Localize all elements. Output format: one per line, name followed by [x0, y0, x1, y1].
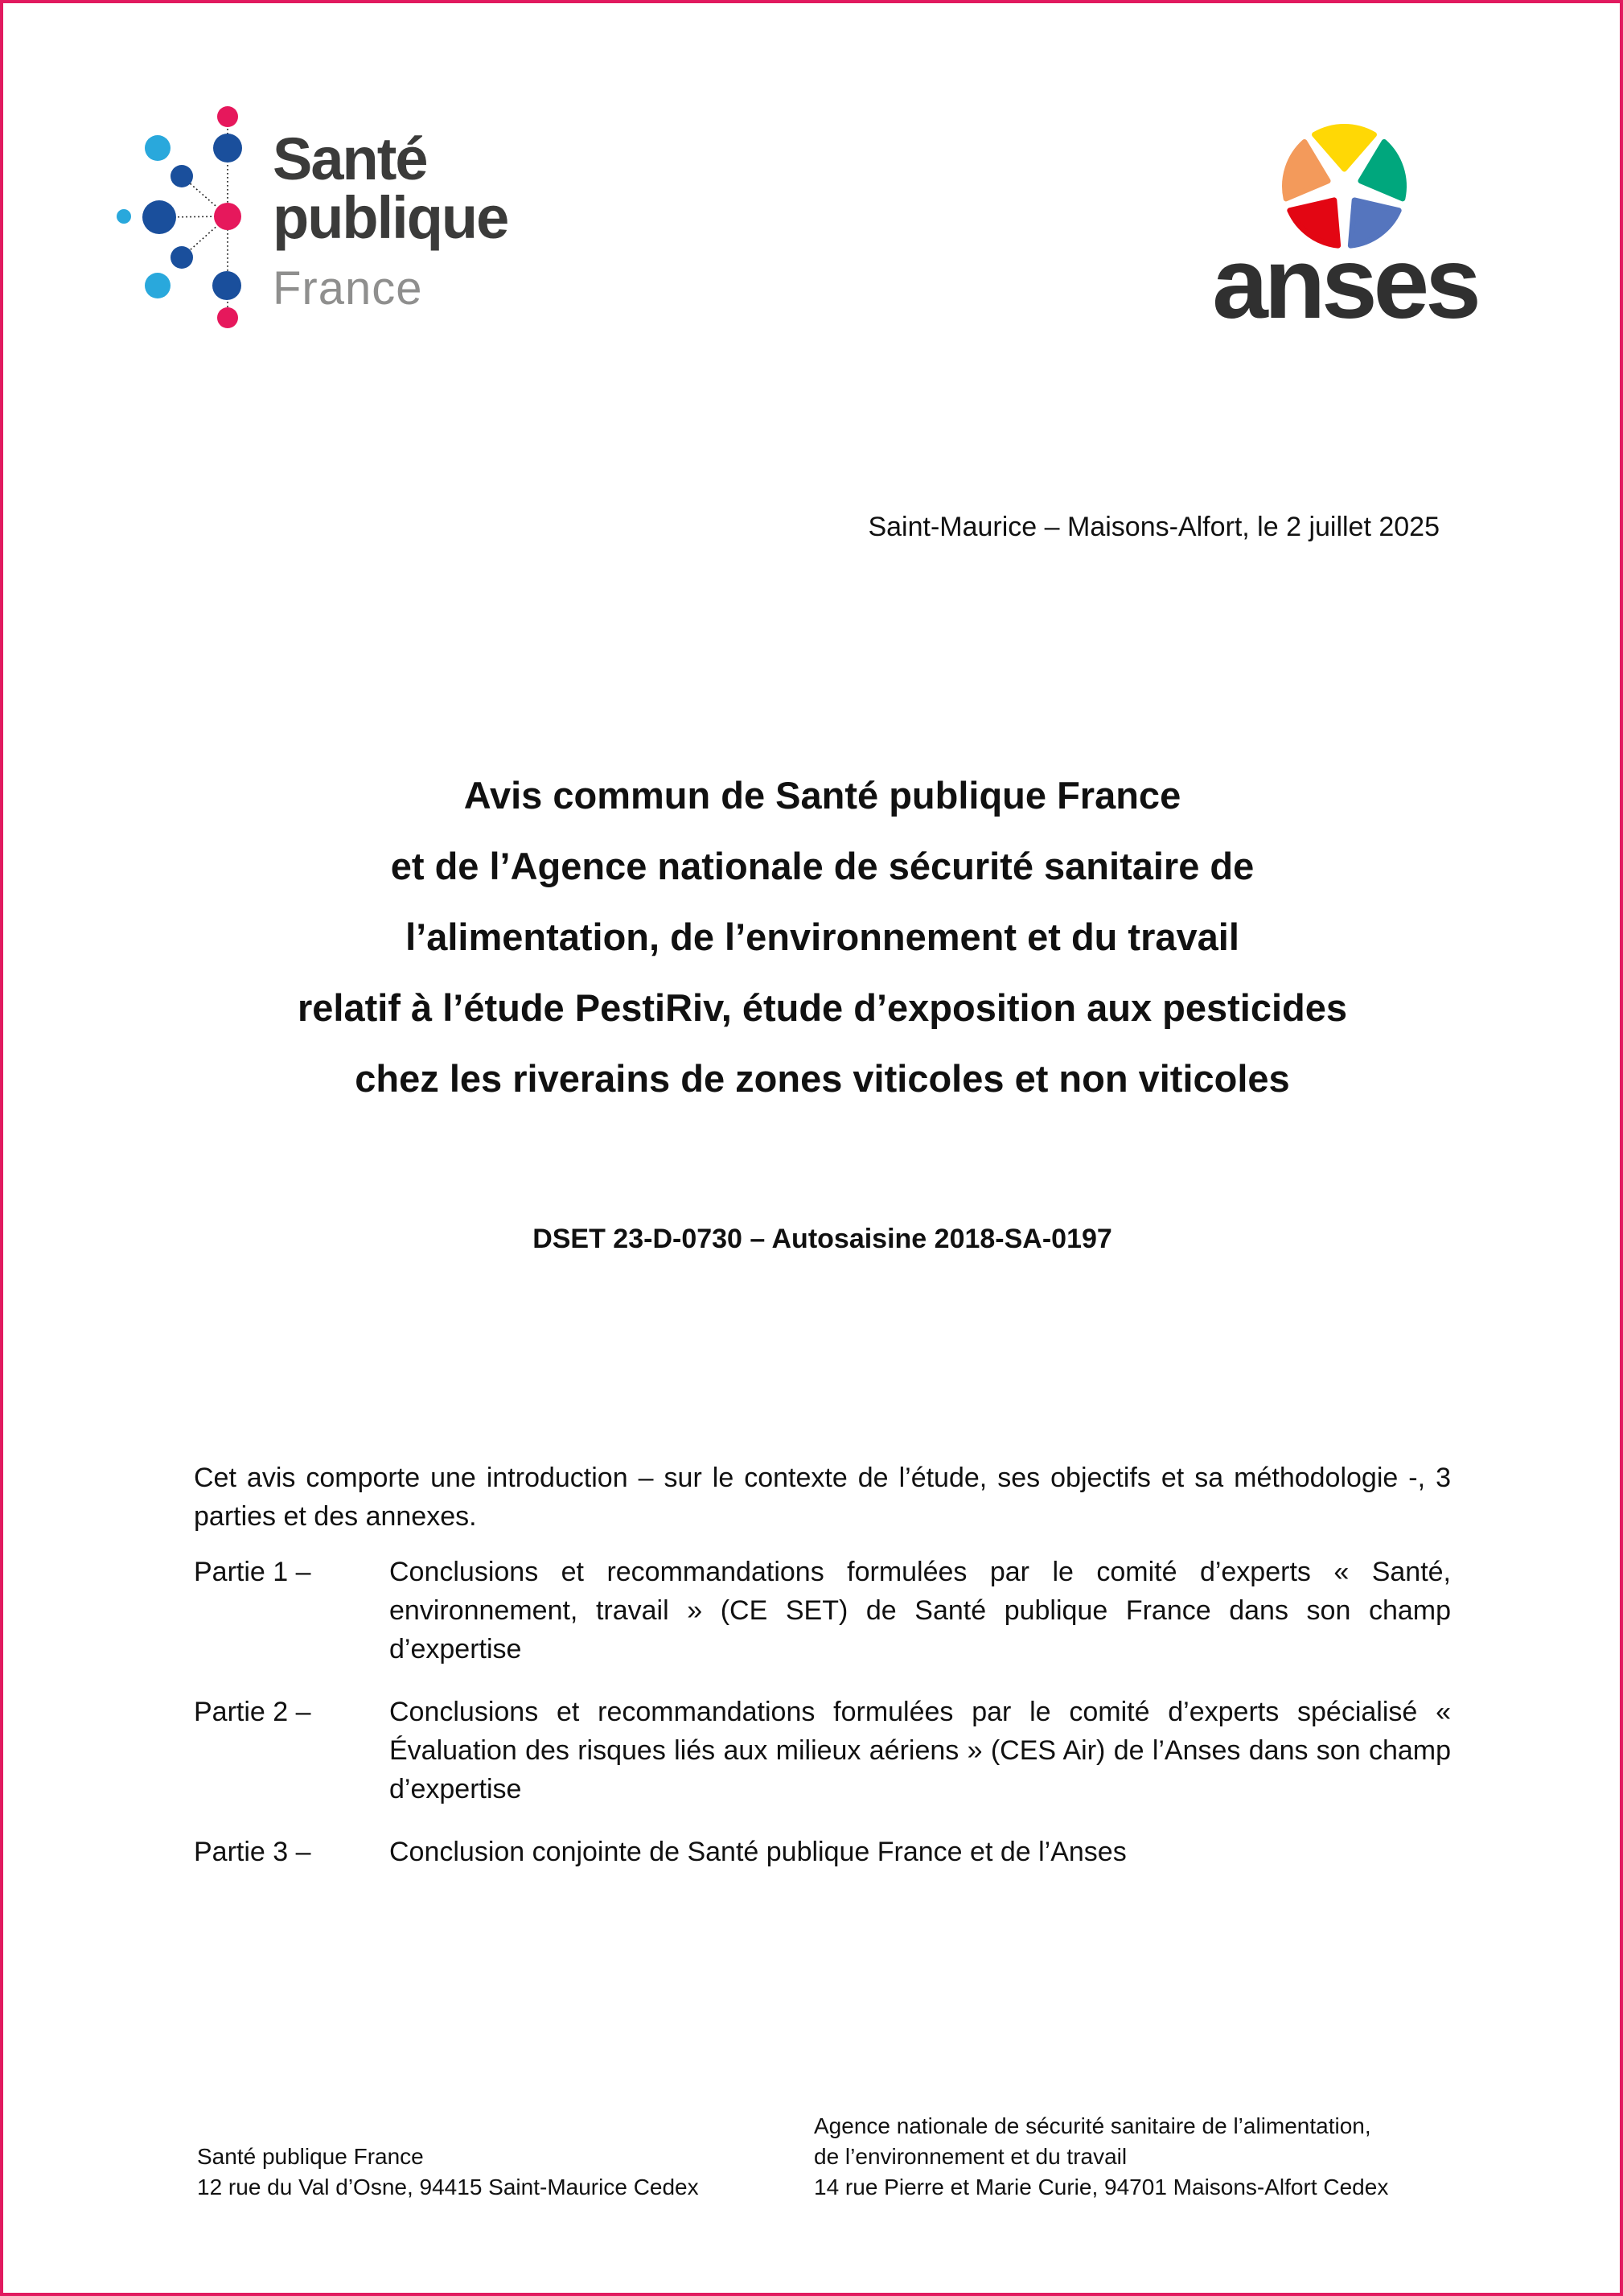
reference-number: DSET 23-D-0730 – Autosaisine 2018-SA-0197 — [532, 1224, 1112, 1254]
partie-2-text: Conclusions et recommandations formulées par le comité d’experts spécialisé « Évaluation des risques liés aux milieux aériens » (CES Air) de l’Anses dans son champ d’expertise — [389, 1697, 1451, 1804]
anses-logo-wordmark: anses — [1212, 228, 1477, 339]
title-line: Avis commun de Santé publique France — [463, 774, 1181, 817]
title-line: et de l’Agence nationale de sécurité sanitaire de — [390, 845, 1255, 887]
list-item — [194, 1693, 1451, 1808]
intro-paragraph: Cet avis comporte une introduction – sur le contexte de l’étude, ses objectifs et sa méthodologie -, 3 parties et des annexes. — [194, 1463, 1451, 1532]
title-line: relatif à l’étude PestiRiv, étude d’exposition aux pesticides — [297, 986, 1348, 1029]
partie-1-label: Partie 1 – — [194, 1557, 311, 1587]
footer-anses-address: 14 rue Pierre et Marie Curie, 94701 Maisons-Alfort Cedex — [814, 2175, 1389, 2199]
footer-anses-name-line1: Agence nationale de sécurité sanitaire de l’alimentation, — [814, 2113, 1371, 2138]
partie-3-label: Partie 3 – — [194, 1837, 311, 1867]
footer-address-anses — [814, 2111, 1388, 2203]
partie-1-text: Conclusions et recommandations formulées par le comité d’experts « Santé, environnement, travail » (CE SET) de Santé publique France dans son champ d’expertise — [389, 1557, 1451, 1664]
spf-network-icon — [110, 106, 247, 339]
title-line: l’alimentation, de l’environnement et du travail — [405, 916, 1239, 958]
spf-logo-word-sante: Santé — [273, 125, 427, 192]
parties-list — [194, 1553, 1451, 1895]
list-item — [194, 1833, 1451, 1871]
dateline: Saint-Maurice – Maisons-Alfort, le 2 juillet 2025 — [868, 512, 1440, 542]
sante-publique-france-logo — [110, 106, 544, 348]
partie-2-label: Partie 2 – — [194, 1697, 311, 1727]
footer-anses-name-line2: de l’environnement et du travail — [814, 2144, 1128, 2169]
partie-3-text: Conclusion conjointe de Santé publique France et de l’Anses — [389, 1837, 1127, 1867]
footer-spf-address: 12 rue du Val d’Osne, 94415 Saint-Maurice Cedex — [197, 2175, 699, 2199]
footer-spf-name: Santé publique France — [197, 2144, 424, 2169]
title-line: chez les riverains de zones viticoles et non viticoles — [355, 1057, 1290, 1100]
footer-address-spf — [197, 2142, 699, 2203]
spf-logo-word-publique: publique — [273, 184, 508, 251]
spf-logo-word-france: France — [273, 262, 423, 315]
document-title — [194, 760, 1451, 1114]
list-item — [194, 1553, 1451, 1669]
